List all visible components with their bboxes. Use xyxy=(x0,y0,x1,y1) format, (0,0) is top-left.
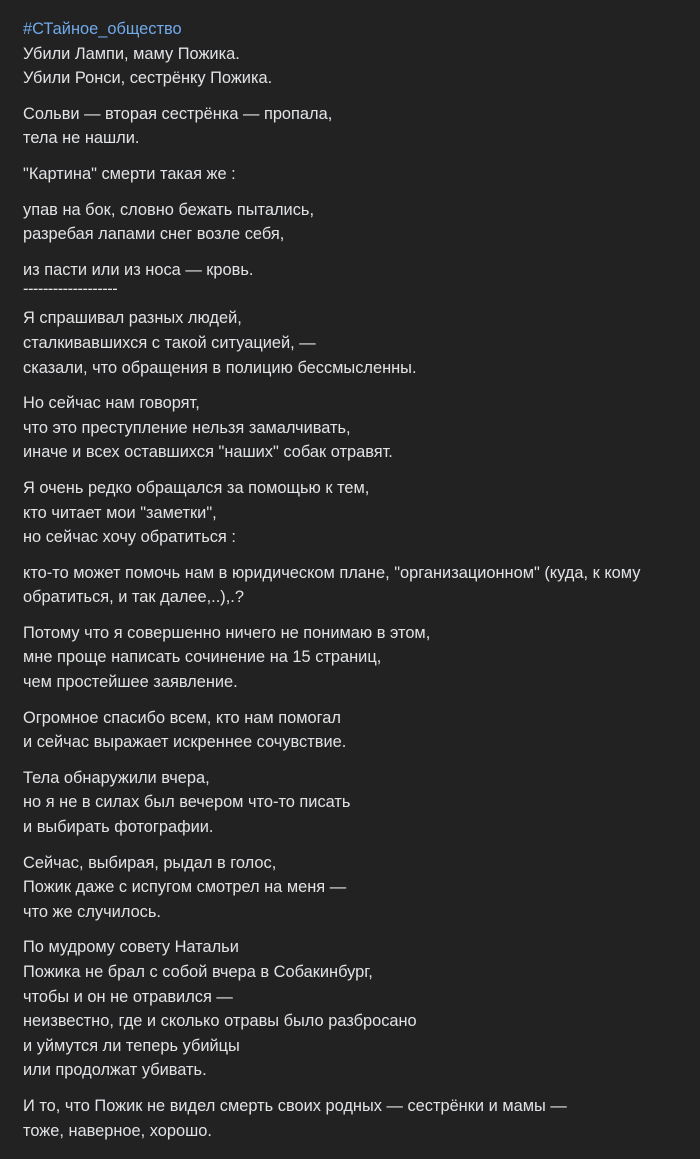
text-line: тоже, наверное, хорошо. xyxy=(23,1121,212,1140)
text-line: что же случилось. xyxy=(23,902,161,921)
paragraph-5 xyxy=(23,258,693,283)
post-body xyxy=(23,17,693,1154)
text-line: Сейчас, выбирая, рыдал в голос, xyxy=(23,853,277,872)
text-line: "Картина" смерти такая же : xyxy=(23,164,236,183)
paragraph-14 xyxy=(23,935,693,1083)
text-line: Я спрашивал разных людей, xyxy=(23,309,242,328)
paragraph-12 xyxy=(23,766,693,840)
text-line: Убили Лампи, маму Пожика. xyxy=(23,44,240,63)
text-line: Убили Ронси, сестрёнку Пожика. xyxy=(23,69,273,88)
text-line: мне проще написать сочинение на 15 страниц, xyxy=(23,648,382,667)
text-line: и выбирать фотографии. xyxy=(23,818,214,837)
text-line: но я не в силах был вечером что-то писать xyxy=(23,793,351,812)
paragraph-1 xyxy=(23,42,693,91)
text-line: Сольви — вторая сестрёнка — пропала, xyxy=(23,104,333,123)
text-line: иначе и всех оставшихся "наших" собак отравят. xyxy=(23,443,393,462)
text-line: Пожик даже с испугом смотрел на меня — xyxy=(23,878,347,897)
paragraph-3 xyxy=(23,162,693,187)
text-line: И то, что Пожик не видел смерть своих родных — сестрёнки и мамы — xyxy=(23,1096,567,1115)
text-line: Но сейчас нам говорят, xyxy=(23,394,200,413)
paragraph-4 xyxy=(23,198,693,247)
text-divider: ------------------- xyxy=(23,280,118,299)
paragraph-7 xyxy=(23,391,693,465)
text-line: или продолжат убивать. xyxy=(23,1061,207,1080)
paragraph-9 xyxy=(23,561,693,610)
text-line: что это преступление нельзя замалчивать, xyxy=(23,418,351,437)
text-line: сталкивавшихся с такой ситуацией, — xyxy=(23,333,316,352)
text-line: Я очень редко обращался за помощью к тем, xyxy=(23,478,370,497)
text-line: неизвестно, где и сколько отравы было разбросано xyxy=(23,1012,417,1031)
text-line: чем простейшее заявление. xyxy=(23,673,238,692)
text-line: Пожика не брал с собой вчера в Собакинбург, xyxy=(23,963,373,981)
paragraph-2 xyxy=(23,102,693,151)
text-line: но сейчас хочу обратиться : xyxy=(23,528,236,547)
text-line: чтобы и он не отравился — xyxy=(23,987,233,1006)
text-line: из пасти или из носа — кровь. xyxy=(23,260,254,279)
text-line: разребая лапами снег возле себя, xyxy=(23,225,285,244)
paragraph-10 xyxy=(23,621,693,695)
text-line: Огромное спасибо всем, кто нам помогал xyxy=(23,708,341,727)
text-line: тела не нашли. xyxy=(23,129,140,148)
text-line: сказали, что обращения в полицию бессмысленны. xyxy=(23,358,417,377)
hashtag-link[interactable]: #СТайное_общество xyxy=(23,20,182,38)
text-line: Тела обнаружили вчера, xyxy=(23,768,210,787)
paragraph-6 xyxy=(23,306,693,380)
paragraph-15 xyxy=(23,1094,693,1143)
text-line: и уймутся ли теперь убийцы xyxy=(23,1036,240,1055)
paragraph-11 xyxy=(23,706,693,755)
text-line: По мудрому совету Натальи xyxy=(23,938,239,957)
paragraph-13 xyxy=(23,851,693,925)
text-line: кто читает мои "заметки", xyxy=(23,503,217,522)
text-line: упав на бок, словно бежать пытались, xyxy=(23,200,314,219)
text-line: Потому что я совершенно ничего не понимаю в этом, xyxy=(23,623,431,642)
text-line: кто-то может помочь нам в юридическом плане, "организационном" (куда, к кому обратиться, и так далее,..),.? xyxy=(23,563,641,607)
paragraph-8 xyxy=(23,476,693,550)
text-line: и сейчас выражает искреннее сочувствие. xyxy=(23,733,347,752)
